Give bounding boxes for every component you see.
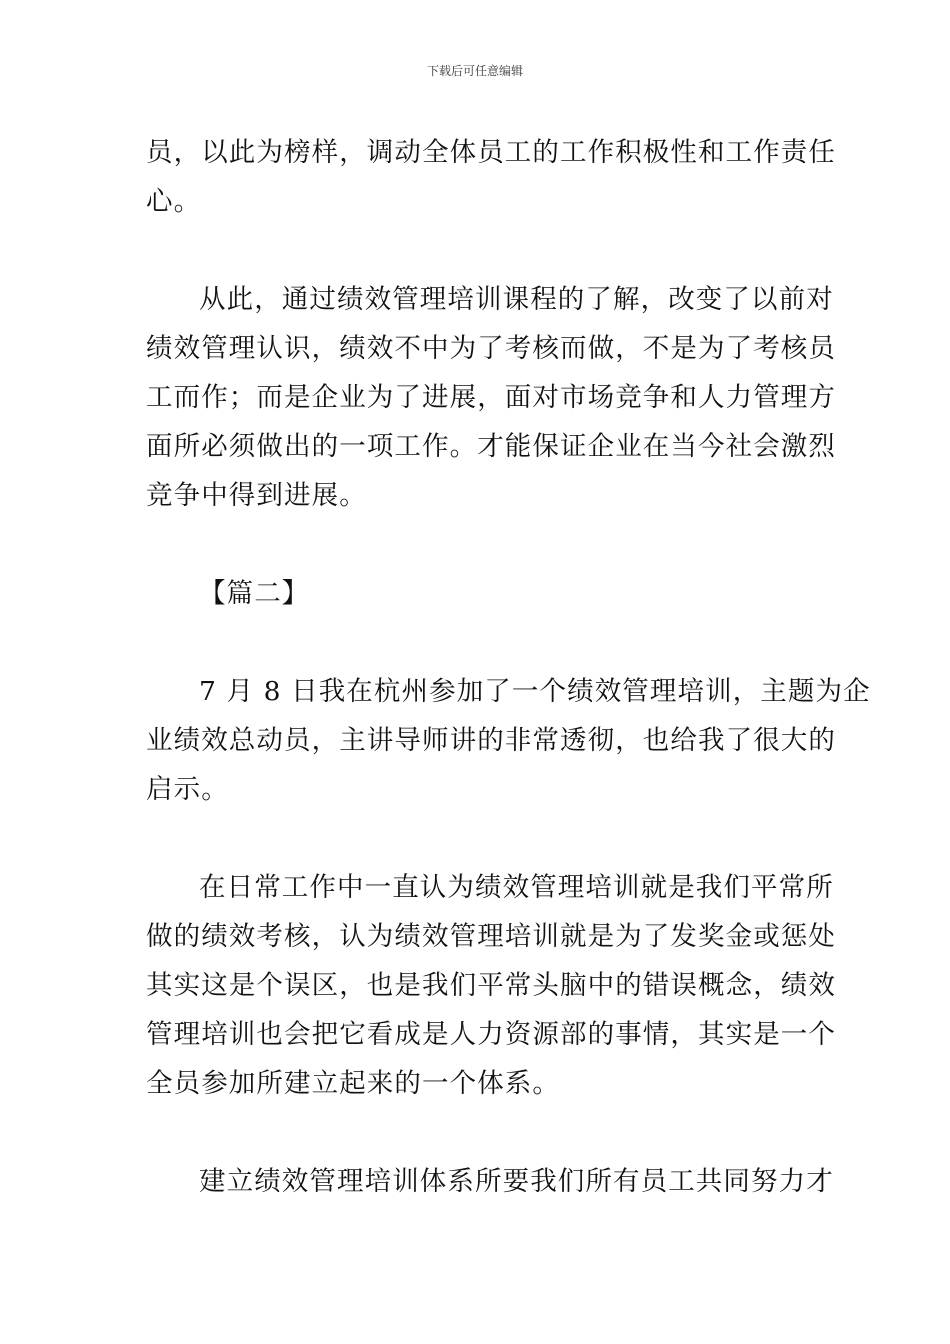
- paragraph-spacer: [146, 520, 806, 569]
- paragraph-line: 管理培训也会把它看成是人力资源部的事情，其实是一个: [146, 1019, 836, 1050]
- paragraph-spacer: [146, 1108, 806, 1157]
- paragraph-line: 启示。: [146, 774, 229, 805]
- paragraph-spacer: [146, 618, 806, 667]
- paragraph-line: 做的绩效考核，认为绩效管理培训就是为了发奖金或惩处: [146, 921, 836, 952]
- paragraph-spacer: [146, 814, 806, 863]
- paragraph-5: [146, 1157, 834, 1206]
- paragraph-spacer: [146, 226, 806, 275]
- paragraph-1: [146, 128, 836, 226]
- paragraph-line: 竞争中得到进展。: [146, 480, 367, 511]
- paragraph-line: 建立绩效管理培训体系所要我们所有员工共同努力才: [199, 1166, 834, 1197]
- section-heading: 【篇二】: [199, 578, 310, 609]
- paragraph-line: 心。: [146, 186, 202, 217]
- paragraph-line: 从此，通过绩效管理培训课程的了解，改变了以前对: [199, 284, 834, 315]
- paragraph-line: 全员参加所建立起来的一个体系。: [146, 1068, 560, 1099]
- page-header: 下载后可任意编辑: [426, 64, 523, 78]
- paragraph-line: 员，以此为榜样，调动全体员工的工作积极性和工作责任: [146, 137, 836, 168]
- paragraph-4: [146, 863, 836, 1108]
- paragraph-line: 7 月 8 日我在杭州参加了一个绩效管理培训，主题为企: [199, 676, 871, 707]
- paragraph-line: 在日常工作中一直认为绩效管理培训就是我们平常所: [199, 872, 834, 903]
- paragraph-line: 绩效管理认识，绩效不中为了考核而做，不是为了考核员: [146, 333, 836, 364]
- paragraph-3: [146, 667, 871, 814]
- paragraph-line: 业绩效总动员，主讲导师讲的非常透彻，也给我了很大的: [146, 725, 836, 756]
- paragraph-line: 面所必须做出的一项工作。才能保证企业在当今社会激烈: [146, 431, 836, 462]
- paragraph-line: 工而作；而是企业为了进展，面对市场竞争和人力管理方: [146, 382, 836, 413]
- document-body: [146, 128, 871, 1206]
- paragraph-line: 其实这是个误区，也是我们平常头脑中的错误概念，绩效: [146, 970, 836, 1001]
- paragraph-2: [146, 275, 836, 520]
